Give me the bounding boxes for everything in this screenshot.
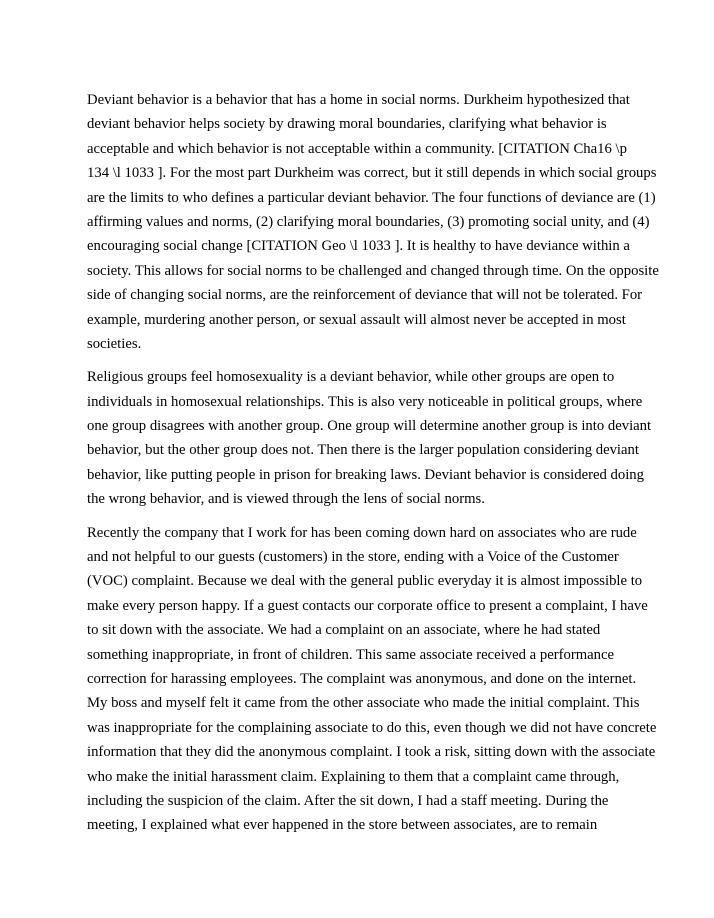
text-line: was inappropriate for the complaining associate to do this, even though we did not have concrete bbox=[87, 719, 657, 736]
text-line: and not helpful to our guests (customers) in the store, ending with a Voice of the Customer bbox=[87, 549, 619, 566]
text-line: deviant behavior helps society by drawing moral boundaries, clarifying what behavior is bbox=[87, 116, 607, 133]
text-line: to sit down with the associate. We had a complaint on an associate, where he had stated bbox=[87, 622, 601, 639]
paragraph-2 bbox=[87, 365, 652, 511]
text-line: encouraging social change [CITATION Geo \l 1033 ]. It is healthy to have deviance within a bbox=[87, 238, 630, 255]
text-line: individuals in homosexual relationships. This is also very noticeable in political groups, where bbox=[87, 393, 643, 410]
text-line: My boss and myself felt it came from the other associate who made the initial complaint. This bbox=[87, 695, 640, 712]
text-line: including the suspicion of the claim. After the sit down, I had a staff meeting. During the bbox=[87, 792, 609, 809]
text-line: acceptable and which behavior is not acceptable within a community. [CITATION Cha16 \p bbox=[87, 140, 627, 157]
text-line: behavior, but the other group does not. Then there is the larger population considering deviant bbox=[87, 442, 639, 459]
text-line: who make the initial harassment claim. Explaining to them that a complaint came through, bbox=[87, 768, 620, 785]
text-line: (VOC) complaint. Because we deal with the general public everyday it is almost impossible to bbox=[87, 573, 643, 590]
paragraph-3 bbox=[87, 521, 657, 838]
text-line: the wrong behavior, and is viewed through the lens of social norms. bbox=[87, 491, 485, 508]
text-line: Religious groups feel homosexuality is a deviant behavior, while other groups are open to bbox=[87, 369, 615, 386]
paragraph-1 bbox=[87, 88, 659, 356]
text-line: make every person happy. If a guest contacts our corporate office to present a complaint, I have bbox=[87, 597, 648, 614]
text-line: meeting, I explained what ever happened in the store between associates, are to remain bbox=[87, 817, 598, 834]
text-line: behavior, like putting people in prison for breaking laws. Deviant behavior is considered doing bbox=[87, 466, 644, 483]
text-line: societies. bbox=[87, 335, 142, 352]
document-body bbox=[87, 88, 659, 847]
text-line: information that they did the anonymous complaint. I took a risk, sitting down with the associate bbox=[87, 744, 656, 761]
text-line: one group disagrees with another group. One group will determine another group is into deviant bbox=[87, 418, 652, 435]
text-line: society. This allows for social norms to be challenged and changed through time. On the opposite bbox=[87, 262, 659, 279]
text-line: affirming values and norms, (2) clarifying moral boundaries, (3) promoting social unity, and (4) bbox=[87, 213, 650, 230]
text-line: 134 \l 1033 ]. For the most part Durkheim was correct, but it still depends in which social groups bbox=[87, 165, 657, 182]
text-line: are the limits to who defines a particular deviant behavior. The four functions of deviance are (1) bbox=[87, 189, 656, 206]
text-line: side of changing social norms, are the reinforcement of deviance that will not be tolerated. For bbox=[87, 287, 643, 304]
text-line: Deviant behavior is a behavior that has a home in social norms. Durkheim hypothesized that bbox=[87, 92, 630, 108]
text-line: something inappropriate, in front of children. This same associate received a performance bbox=[87, 646, 615, 663]
text-line: correction for harassing employees. The complaint was anonymous, and done on the internet. bbox=[87, 670, 637, 687]
text-line: example, murdering another person, or sexual assault will almost never be accepted in most bbox=[87, 311, 626, 328]
text-line: Recently the company that I work for has been coming down hard on associates who are rude bbox=[87, 524, 637, 541]
